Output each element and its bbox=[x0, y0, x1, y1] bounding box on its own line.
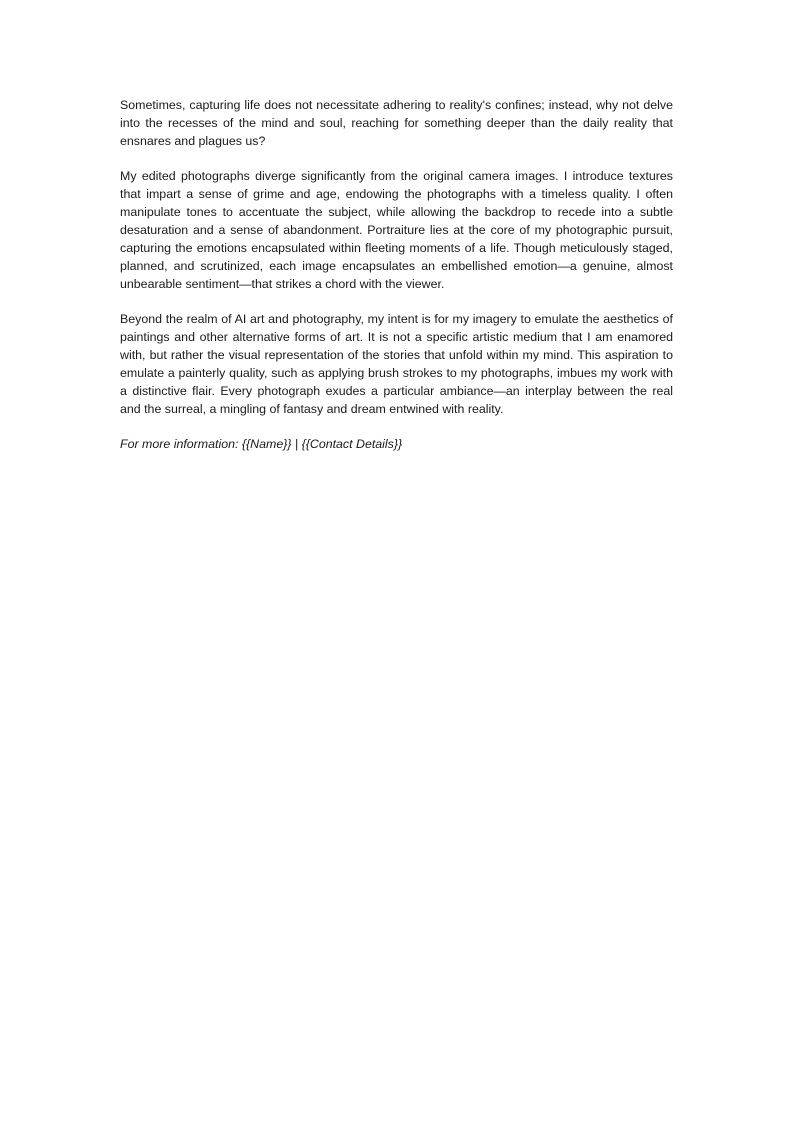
paragraph-intro: Sometimes, capturing life does not necessitate adhering to reality's confines; instead, why not delve into the recesses of the mind and soul, reaching for something deeper than the daily reality that ensnares and plagues us? bbox=[120, 98, 673, 148]
contact-line: For more information: {{Name}} | {{Contact Details}} bbox=[120, 437, 403, 451]
paragraph-beyond-ai-art: Beyond the realm of AI art and photography, my intent is for my imagery to emulate the aesthetics of paintings and other alternative forms of art. It is not a specific artistic medium that I am enamored with, but rather the visual representation of the stories that unfold within my mind. This aspiration to emulate a painterly quality, such as applying brush strokes to my photographs, imbues my work with a distinctive flair. Every photograph exudes a particular ambiance—an interplay between the real and the surreal, a mingling of fantasy and dream entwined with reality. bbox=[120, 312, 673, 416]
paragraph-edited-photographs: My edited photographs diverge significantly from the original camera images. I introduce textures that impart a sense of grime and age, endowing the photographs with a timeless quality. I often manipulate tones to accentuate the subject, while allowing the backdrop to recede into a subtle desaturation and a sense of abandonment. Portraiture lies at the core of my photographic pursuit, capturing the emotions encapsulated within fleeting moments of a life. Though meticulously staged, planned, and scrutinized, each image encapsulates an embellished emotion—a genuine, almost unbearable sentiment—that strikes a chord with the viewer. bbox=[120, 169, 673, 291]
document-body bbox=[120, 96, 673, 470]
